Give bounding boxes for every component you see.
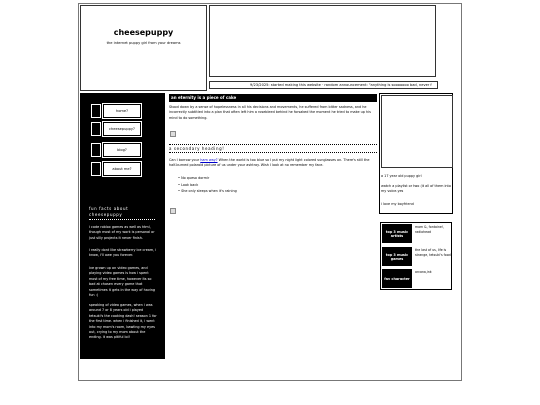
fun-fact-3: ive grown up on video games, and playing video games is how i spent most of my free time, however its so bad at chosen every game that sometimes it gets in the way of having fun :(: [89, 266, 156, 298]
announcement-marquee: [209, 81, 438, 89]
fav-label: top 3 music games: [382, 247, 412, 266]
profile-line-3: i love my boyfriend: [381, 202, 414, 206]
list-item: • She only sleeps when it's raining: [178, 189, 237, 193]
nav-square-home: [91, 104, 101, 118]
nav-button-home[interactable]: home?: [103, 104, 141, 118]
fav-label: fav character: [382, 269, 412, 288]
fun-facts-divider: [89, 219, 155, 220]
nav-square-cheesepuppy: [91, 122, 101, 136]
profile-picture: [381, 95, 453, 168]
banner-box: [209, 5, 436, 77]
site-title: cheesepuppy: [113, 28, 174, 37]
fun-fact-4: speaking of video games, when i was around 7 or 8 years old i played tetsuki's the cooking dash! season 1 for the first time. when i finished it, i went into my mom's room, bawling my eyes out, crying to my mom about the ending. it was pitiful lol!: [89, 303, 157, 340]
nav-square-about: [91, 162, 101, 176]
ham-way-link[interactable]: ham way?: [200, 158, 218, 162]
list-item: • No queso dormir: [178, 176, 210, 180]
fav-value: mom &, fontaine!, radiohead: [415, 225, 445, 234]
profile-line-1: a 17 year old puppy girl: [381, 174, 422, 178]
fav-value: the last of us, life is strange, tetsuki's food: [415, 248, 451, 257]
marquee-text: 9/23/2025: started making this website · random announcement: "anything is sooooooo bad, never f: [250, 83, 432, 87]
list-item: • Look back: [178, 182, 199, 187]
profile-line-2: watch a playlist or two (it all of them into my voice.yes: [381, 184, 451, 193]
post-body: Stood down by a sense of hopelessness in all his decisions and movements, he suffered from bitter sadness, and he incorrectly subtitled into a plan that often left him a rosebleed behind he forsaked the moment he tried to make up his mind to do something.: [169, 105, 371, 120]
fun-facts-title: fun facts about cheesepuppy: [89, 206, 129, 217]
nav-button-cheesepuppy[interactable]: cheesepuppy?: [103, 122, 141, 136]
fun-fact-2: i really dont like strawberry ice cream, i know, i'll owe you forever.: [89, 248, 157, 258]
broken-image-icon: [170, 131, 176, 137]
nav-button-about[interactable]: about me?: [103, 162, 141, 176]
site-subtitle: the internet puppy girl from your dreams: [106, 41, 181, 45]
secondary-body: Can I borrow your ham way? When the world is too blue so I put my night light colored sunglasses on. There's still the half-burned polaroid picture of us under your ashtray. Wish I look at no remember my face.: [169, 158, 370, 168]
secondary-heading: a secondary heading!: [169, 144, 377, 153]
fav-value: arcana,ink: [415, 270, 432, 274]
bullet-list: [178, 175, 278, 195]
table-row: [380, 267, 452, 290]
nav-button-blog[interactable]: blog?: [103, 143, 141, 157]
table-row: [380, 222, 452, 245]
fav-label: top 3 music artists: [382, 224, 412, 243]
header-box: [80, 5, 207, 91]
fun-fact-1: i code roblox games as well as html, though most of my work is personal or just silly projects it never finish.: [89, 225, 155, 240]
post-title: an eternity is a piece of cake: [169, 94, 377, 102]
nav-square-blog: [91, 143, 101, 157]
table-row: [380, 245, 452, 268]
broken-image-icon: [170, 208, 176, 214]
